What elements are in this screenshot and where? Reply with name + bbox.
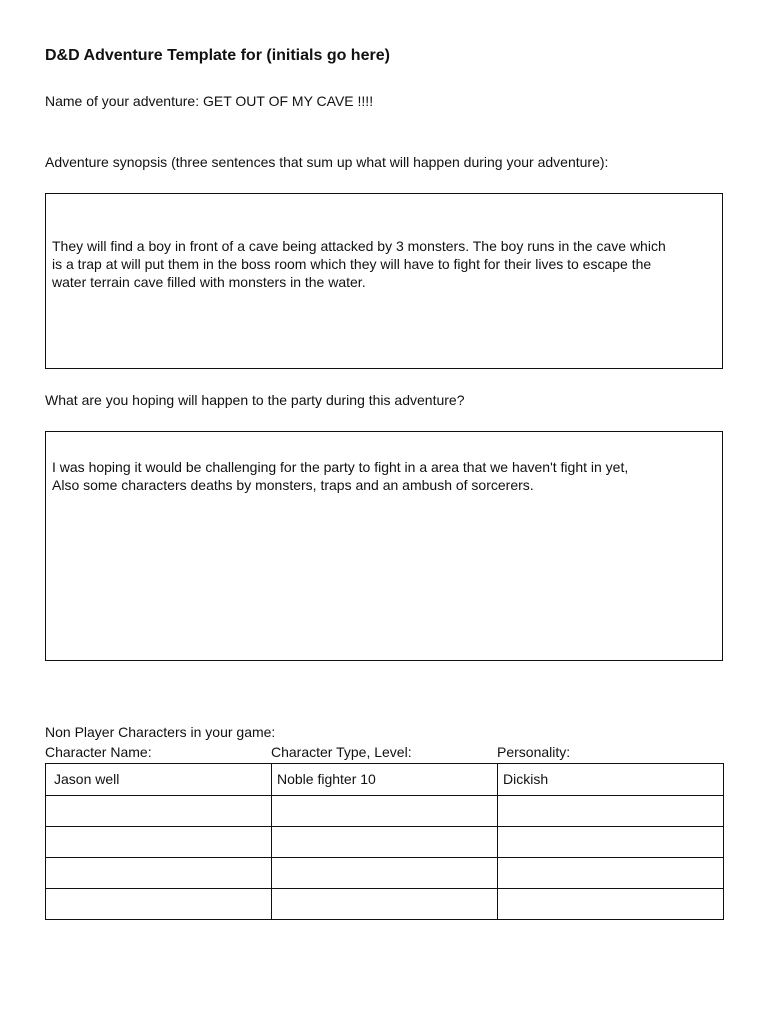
table-row [46, 889, 724, 920]
npc-personality-cell[interactable] [498, 858, 724, 889]
table-row [46, 796, 724, 827]
npc-name-cell[interactable] [46, 889, 272, 920]
npc-name-cell[interactable] [46, 796, 272, 827]
synopsis-text [52, 237, 714, 291]
hopes-prompt: What are you hoping will happen to the party during this adventure? [45, 392, 465, 408]
adventure-name-label: Name of your adventure: [45, 93, 200, 109]
table-row [46, 858, 724, 889]
npc-col-name-header: Character Name: [45, 744, 152, 760]
npc-col-personality-header: Personality: [497, 744, 571, 760]
synopsis-line: water terrain cave filled with monsters in the water. [52, 274, 366, 290]
npc-name-cell[interactable] [46, 858, 272, 889]
table-row [46, 827, 724, 858]
npc-personality-cell[interactable] [498, 796, 724, 827]
npc-col-type-header: Character Type, Level: [271, 744, 412, 760]
hopes-text [52, 458, 714, 494]
synopsis-prompt: Adventure synopsis (three sentences that sum up what will happen during your adventure): [45, 154, 609, 170]
adventure-name-value[interactable]: GET OUT OF MY CAVE !!!! [202, 93, 374, 109]
adventure-name-line [45, 92, 373, 110]
page-title: D&D Adventure Template for (initials go here) [45, 47, 390, 64]
npc-personality-cell[interactable] [498, 827, 724, 858]
npc-personality-cell[interactable]: Dickish [498, 764, 724, 796]
hopes-line: Also some characters deaths by monsters, traps and an ambush of sorcerers. [52, 477, 534, 493]
npc-name-cell[interactable] [46, 827, 272, 858]
hopes-line: I was hoping it would be challenging for the party to fight in a area that we haven't fight in yet, [52, 459, 629, 475]
npc-heading: Non Player Characters in your game: [45, 724, 276, 740]
hopes-box[interactable] [45, 431, 723, 661]
synopsis-line: They will find a boy in front of a cave being attacked by 3 monsters. The boy runs in the cave which [52, 238, 666, 254]
npc-type-cell[interactable] [272, 796, 498, 827]
table-row [46, 764, 724, 796]
synopsis-box[interactable] [45, 193, 723, 369]
npc-type-cell[interactable] [272, 858, 498, 889]
npc-table [45, 763, 724, 920]
npc-type-cell[interactable] [272, 889, 498, 920]
npc-personality-cell[interactable] [498, 889, 724, 920]
npc-type-cell[interactable]: Noble fighter 10 [272, 764, 498, 796]
npc-name-cell[interactable]: Jason well [46, 764, 272, 796]
synopsis-line: is a trap at will put them in the boss room which they will have to fight for their lives to escape the [52, 256, 652, 272]
npc-type-cell[interactable] [272, 827, 498, 858]
